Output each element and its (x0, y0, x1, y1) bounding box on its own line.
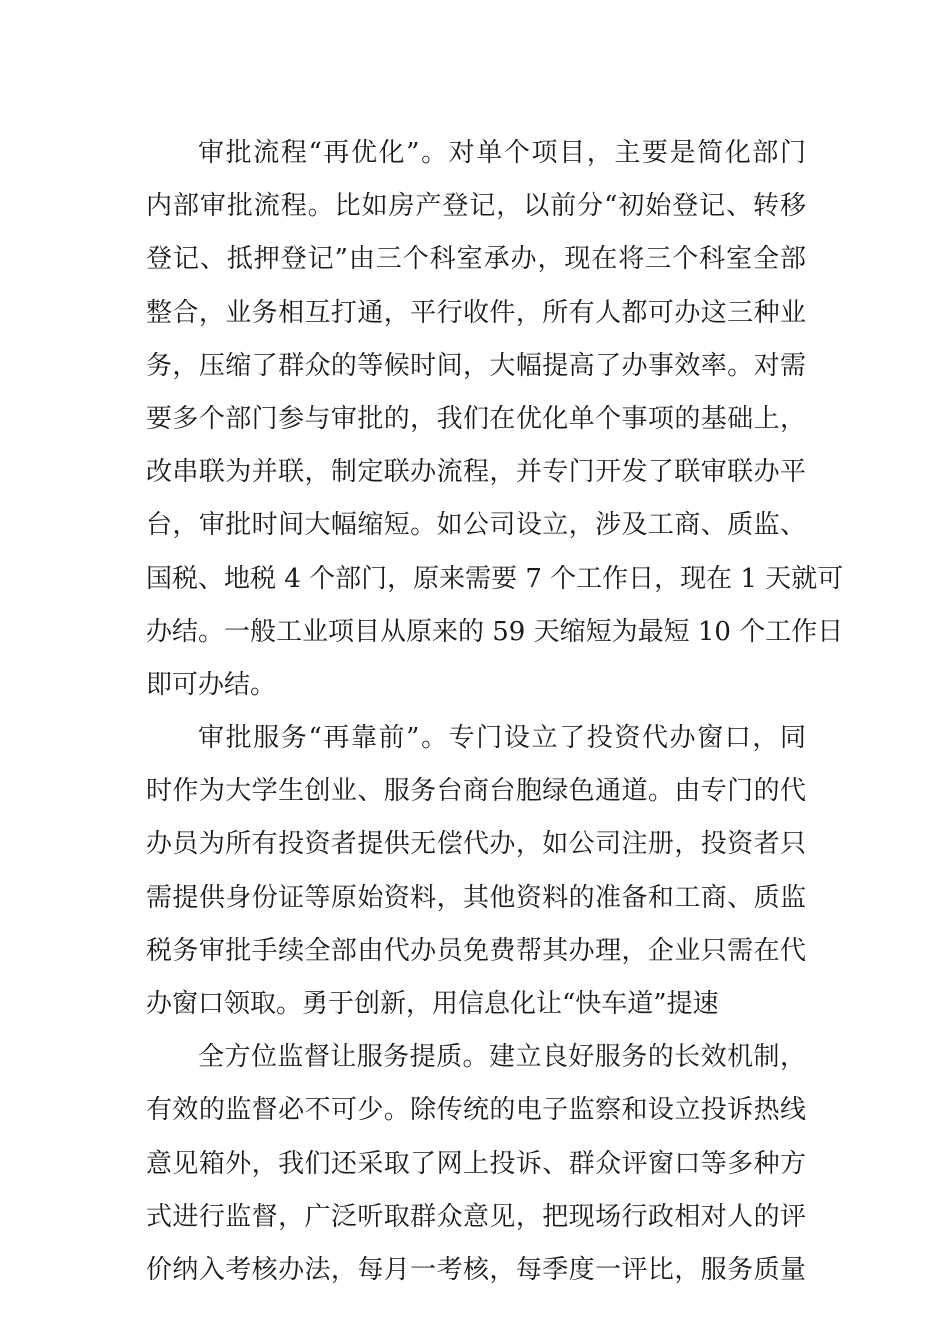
paragraph-line: 务，压缩了群众的等候时间，大幅提高了办事效率。对需 (146, 350, 806, 381)
paragraph-first-line: 审批服务“再靠前”。专门设立了投资代办窗口，同 (198, 723, 806, 754)
paragraph-first-line: 全方位监督让服务提质。建立良好服务的长效机制， (198, 1042, 806, 1073)
paragraph-line: 改串联为并联，制定联办流程，并专门开发了联审联办平 (146, 457, 806, 488)
paragraph-line: 需提供身份证等原始资料，其他资料的准备和工商、质监 (146, 882, 806, 913)
paragraph-line: 台，审批时间大幅缩短。如公司设立，涉及工商、质监、 (146, 510, 806, 541)
paragraph-line: 即可办结。 (146, 669, 277, 700)
paragraph-line: 税务审批手续全部由代办员免费帮其办理，企业只需在代 (146, 935, 806, 966)
paragraph-line: 有效的监督必不可少。除传统的电子监察和设立投诉热线 (146, 1095, 806, 1126)
paragraph-line: 要多个部门参与审批的，我们在优化单个事项的基础上， (146, 403, 806, 434)
paragraph-first-line: 审批流程“再优化”。对单个项目，主要是简化部门 (198, 138, 806, 168)
paragraph-line: 办窗口领取。勇于创新，用信息化让“快车道”提速 (146, 989, 719, 1019)
paragraph-line: 时作为大学生创业、服务台商台胞绿色通道。由专门的代 (146, 776, 806, 807)
paragraph-line: 价纳入考核办法，每月一考核，每季度一评比，服务质量 (146, 1254, 806, 1285)
paragraph-line: 意见箱外，我们还采取了网上投诉、群众评窗口等多种方 (146, 1148, 806, 1179)
paragraph-line: 登记、抵押登记”由三个科室承办，现在将三个科室全部 (146, 244, 806, 275)
paragraph-line: 国税、地税 4 个部门，原来需要 7 个工作日，现在 1 天就可 (146, 563, 844, 594)
paragraph-line: 办结。一般工业项目从原来的 59 天缩短为最短 10 个工作日 (146, 616, 844, 647)
paragraph-line: 办员为所有投资者提供无偿代办，如公司注册，投资者只 (146, 829, 806, 860)
paragraph-line: 内部审批流程。比如房产登记，以前分“初始登记、转移 (146, 191, 806, 222)
document-body (146, 127, 844, 1297)
paragraph-line: 整合，业务相互打通，平行收件，所有人都可办这三种业 (146, 297, 806, 328)
paragraph-line: 式进行监督，广泛听取群众意见，把现场行政相对人的评 (146, 1201, 806, 1232)
